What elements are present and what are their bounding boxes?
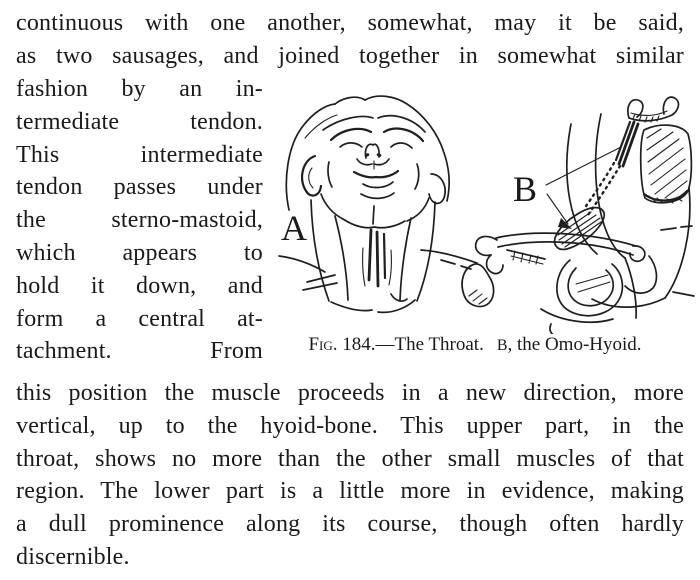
text-line: tachment. From	[16, 338, 263, 365]
text-line: a dull prominence along its course, though often hardly	[16, 511, 684, 538]
text-line: This intermediate	[16, 141, 263, 168]
text-line: this position the muscle proceeds in a new direction, more	[16, 380, 684, 406]
text-line: continuous with one another, somewhat, may it be said,	[16, 10, 684, 36]
text-line: the sterno-mastoid,	[16, 207, 263, 234]
text-line: which appears to	[16, 239, 263, 266]
caption-fig-word: Fig.	[308, 334, 338, 355]
text-line: termediate tendon.	[16, 108, 263, 135]
caption-fig-text: 184.—The Throat.	[337, 334, 484, 355]
figure-label-b: B	[513, 169, 538, 209]
caption-b-label: B	[496, 337, 508, 354]
text-line: throat, shows no more than the other small muscles of that	[16, 445, 684, 472]
text-line: discernible.	[16, 543, 130, 570]
figure-caption	[250, 334, 700, 356]
text-line: fashion by an in-	[16, 76, 263, 102]
paragraph-left-column	[16, 73, 263, 368]
omo-hyoid-drawing	[462, 97, 694, 334]
caption-b-text: , the Omo-Hyoid.	[507, 334, 642, 355]
paragraph-top	[16, 7, 684, 73]
text-line: vertical, up to the hyoid-bone. This upper part, in the	[16, 412, 684, 439]
text-line: region. The lower part is a little more in evidence, making	[16, 478, 684, 505]
text-line: as two sausages, and joined together in somewhat similar	[16, 43, 684, 69]
text-line: form a central at-	[16, 305, 263, 332]
throat-front-drawing	[279, 96, 477, 312]
text-line: tendon passes under	[16, 174, 263, 201]
text-line: hold it down, and	[16, 272, 263, 299]
paragraph-bottom	[16, 377, 684, 574]
figure-label-a: A	[281, 208, 307, 248]
figure-184-engraving	[245, 88, 700, 334]
